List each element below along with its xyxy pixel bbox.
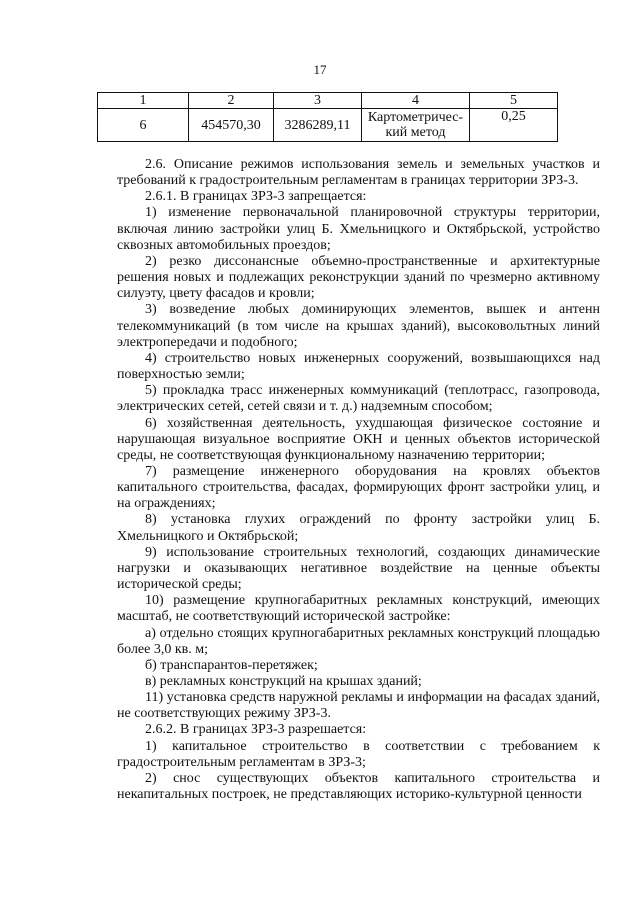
table-header-cell: 3 [274,93,362,109]
page-number: 17 [313,62,327,77]
table-cell-y: 3286289,11 [274,109,362,142]
list-item: 5) прокладка трасс инженерных коммуникаций (теплотрасс, газопровода, электрических сетей, сетей связи и т. д.) надземным способом; [117,383,600,415]
list-item: 2) резко диссонансные объемно-пространственные и архитектурные решения новых и подлежащих реконструкции зданий по чрезмерно активному силуэту, цвету фасадов и кровли; [117,253,600,302]
table-row [98,109,558,142]
paragraph-2-6-1-heading: 2.6.1. В границах ЗРЗ-3 запрещается: [145,189,367,205]
paragraph-2-6-2-heading: 2.6.2. В границах ЗРЗ-3 разрешается: [145,722,367,738]
table-header-cell: 2 [189,93,274,109]
list-item: 1) изменение первоначальной планировочной структуры территории, включая линию застройки улиц Б. Хмельницкого и Октябрьской, устройство сквозных автомобильных проездов; [117,205,600,253]
table-cell-point-number: 6 [98,109,189,142]
document-body [117,157,600,803]
table-cell-accuracy: 0,25 [470,109,558,142]
list-item: 8) установка глухих ограждений по фронту застройки улиц Б. Хмельницкого и Октябрьской; [117,512,600,544]
list-item: в) рекламных конструкций на крышах зданий; [145,674,422,689]
table-cell-method: Картометричес-кий метод [362,109,470,142]
list-item: 1) капитальное строительство в соответствии с требованием к градостроительным регламентам в ЗРЗ-3; [117,738,600,770]
table-header-cell: 4 [362,93,470,109]
table-header-cell: 1 [98,93,189,109]
paragraph-section-2-6: 2.6. Описание режимов использования земель и земельных участков и требований к градостроительным регламентам в границах территории ЗРЗ-3. [117,157,600,189]
list-item: 10) размещение крупногабаритных рекламных конструкций, имеющих масштаб, не соответствующий исторической застройке: [117,593,600,625]
list-item: 11) установка средств наружной рекламы и информации на фасадах зданий, не соответствующих режиму ЗРЗ-3. [117,690,600,722]
table-cell-x: 454570,30 [189,109,274,142]
table-header-cell: 5 [470,93,558,109]
list-item: 2) снос существующих объектов капитального строительства и некапитальных построек, не представляющих историко-культурной ценности [117,770,600,803]
list-item: 3) возведение любых доминирующих элементов, вышек и антенн телекоммуникаций (в том числе на крышах зданий), высоковольтных линий электропередачи и подобного; [117,302,600,350]
list-item: а) отдельно стоящих крупногабаритных рекламных конструкций площадью более 3,0 кв. м; [117,625,600,657]
list-item: 4) строительство новых инженерных сооружений, возвышающихся над поверхностью земли; [117,350,600,383]
list-item: 7) размещение инженерного оборудования на кровлях объектов капитального строительства, фасадах, формирующих фронт застройки улиц, и на ограждениях; [117,463,600,512]
list-item: б) транспарантов-перетяжек; [145,657,318,673]
table-header-row [98,93,558,109]
list-item: 9) использование строительных технологий, создающих динамические нагрузки и оказывающих негативное воздействие на ценные объекты исторической среды; [117,544,600,593]
list-item: 6) хозяйственная деятельность, ухудшающая физическое состояние и нарушающая визуальное восприятие ОКН и ценных объектов исторической среды, не соответствующая функциональному назначению территории; [117,415,600,463]
coordinates-table [97,92,558,142]
